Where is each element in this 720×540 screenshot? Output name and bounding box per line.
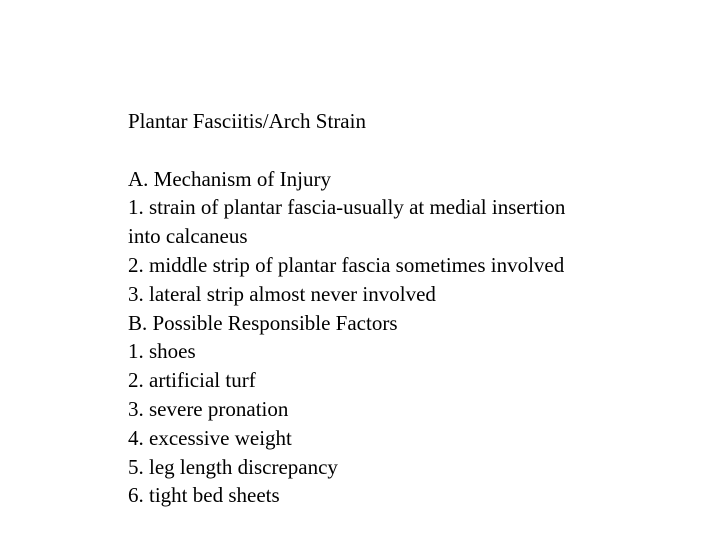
list-item: 3. lateral strip almost never involved xyxy=(128,281,436,306)
list-item: 3. severe pronation xyxy=(128,396,289,421)
list-item: 4. excessive weight xyxy=(128,425,292,450)
list-item: 5. leg length discrepancy xyxy=(128,454,338,479)
list-item: 6. tight bed sheets xyxy=(128,483,280,508)
list-item-continuation: into calcaneus xyxy=(128,224,248,249)
blank-line xyxy=(128,136,668,165)
section-heading-factors: B. Possible Responsible Factors xyxy=(128,310,398,335)
slide-title: Plantar Fasciitis/Arch Strain xyxy=(128,109,366,133)
slide-text-body xyxy=(128,107,668,510)
list-item: 2. middle strip of plantar fascia sometimes involved xyxy=(128,252,565,277)
list-item: 2. artificial turf xyxy=(128,368,256,393)
list-item: 1. shoes xyxy=(128,339,196,364)
section-heading-mechanism: A. Mechanism of Injury xyxy=(128,166,331,191)
list-item: 1. strain of plantar fascia-usually at medial insertion xyxy=(128,195,566,220)
